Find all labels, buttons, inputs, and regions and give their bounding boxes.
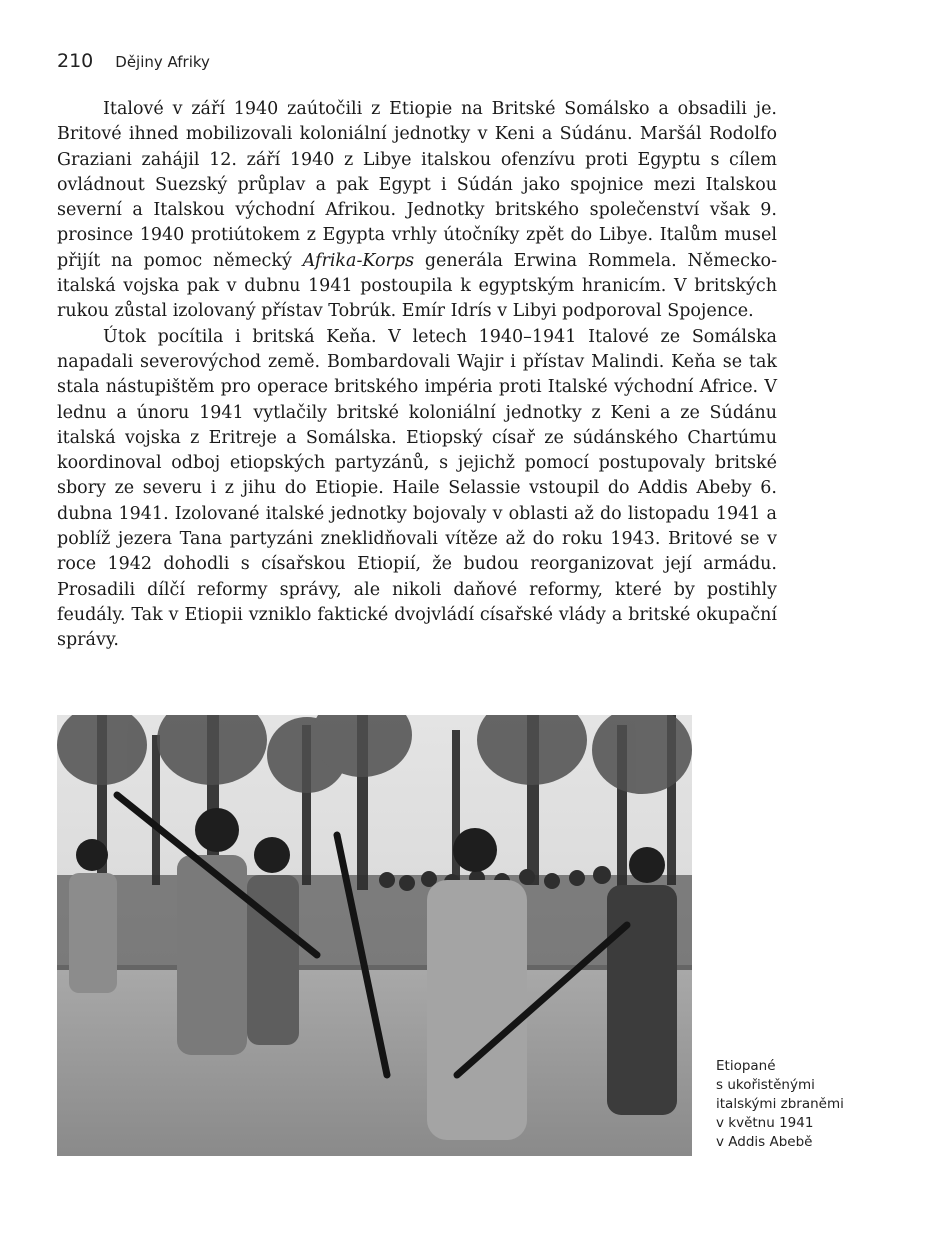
caption-line: v květnu 1941 (716, 1115, 814, 1131)
paragraph-text: generála Erwina Rommela. Německo-italská vojska pak v dubnu 1941 postoupila k egyptským hranicím. V britských rukou zůstal izolovaný přístav Tobrúk. Emír Idrís v Libyi podporoval Spojence. (57, 250, 777, 322)
paragraph-text: Italové v září 1940 zaútočili z Etiopie na Britské Somálsko a obsadili je. Britové ihned mobilizovali koloniální jednotky v Keni a Súdánu. Maršál Rodolfo Graziani zahájil 12. září 1940 z Libye italskou ofenzívu proti Egyptu s cílem ovládnout Suezský průplav a pak Egypt i Súdán jako spojnice mezi Italskou severní a Italskou východní Afrikou. Jednotky britského společenství však 9. prosince 1940 protiútokem z Egypta vrhly útočníky zpět do Libye. Italům musel přijít na pomoc německý (57, 99, 777, 271)
photo-caption (716, 1057, 916, 1152)
historical-photo (57, 715, 692, 1156)
italic-term: Afrika-Korps (302, 250, 415, 271)
caption-line: s ukořistěnými (716, 1077, 815, 1093)
body-text (57, 97, 777, 654)
caption-line: italskými zbraněmi (716, 1096, 844, 1112)
running-title: Dějiny Afriky (115, 53, 210, 71)
paragraph (57, 97, 777, 325)
caption-line: Etiopané (716, 1058, 776, 1074)
caption-line: v Addis Abebě (716, 1134, 813, 1150)
page-number: 210 (57, 50, 94, 72)
page-header (57, 50, 210, 72)
paragraph: Útok pocítila i britská Keňa. V letech 1940–1941 Italové ze Somálska napadali severovýchod země. Bombardovali Wajir i přístav Malindi. Keňa se tak stala nástupištěm pro operace britského impéria proti Italské východní Africe. V lednu a únoru 1941 vytlačily britské koloniální jednotky z Keni a ze Súdánu italská vojska z Eritreje a Somálska. Etiopský císař ze súdánského Chartúmu koordinoval odboj etiopských partyzánů, s jejichž pomocí postupovaly britské sbory ze severu i z jihu do Etiopie. Haile Selassie vstoupil do Addis Abeby 6. dubna 1941. Izolované italské jednotky bojovaly v oblasti až do listopadu 1941 a poblíž jezera Tana partyzáni zneklidňovali vítěze až do roku 1943. Britové se v roce 1942 dohodli s císařskou Etiopií, že budou reorganizovat její armádu. Prosadili dílčí reformy správy, ale nikoli daňové reformy, které by postihly feudály. Tak v Etiopii vzniklo faktické dvojvládí císařské vlády a britské okupační správy. (57, 326, 777, 651)
